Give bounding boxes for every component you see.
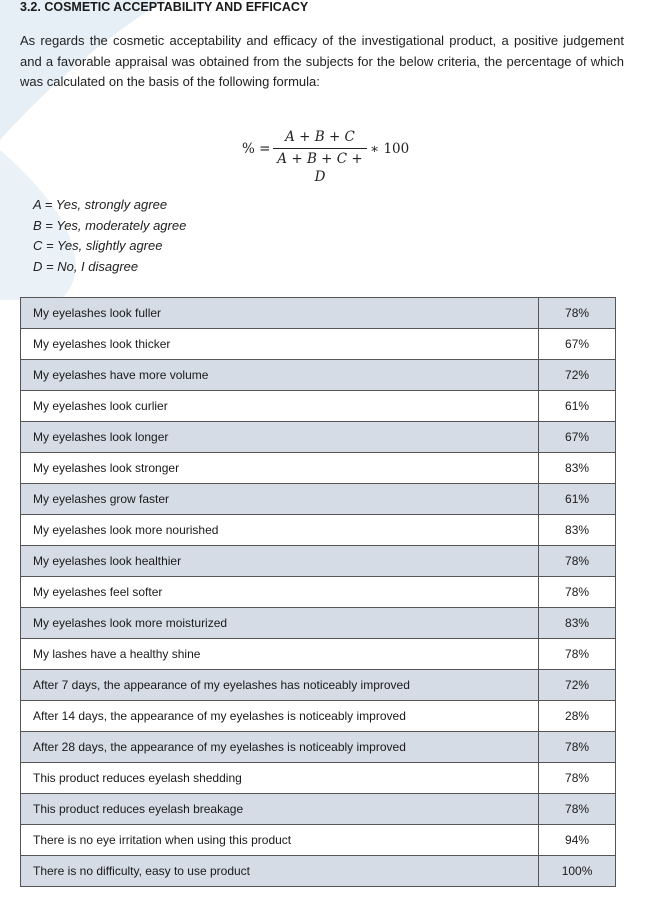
table-row — [21, 825, 616, 856]
table-row — [21, 329, 616, 360]
criteria-table — [20, 297, 616, 887]
criterion-percentage: 78% — [539, 577, 616, 608]
table-row — [21, 577, 616, 608]
formula-lhs: % = — [242, 141, 271, 157]
intro-paragraph: As regards the cosmetic acceptability and efficacy of the investigational product, a positive judgement and a favorable appraisal was obtained from the subjects for the below criteria, the percentage of which was calculated on the basis of the following formula: — [20, 33, 624, 89]
section-heading: 3.2. COSMETIC ACCEPTABILITY AND EFFICACY — [20, 0, 309, 14]
answer-legend — [33, 195, 186, 278]
formula-multiplier: ∗ 100 — [370, 141, 410, 157]
criterion-label: My eyelashes grow faster — [21, 484, 539, 515]
table-row — [21, 670, 616, 701]
table-row — [21, 515, 616, 546]
criterion-percentage: 61% — [539, 391, 616, 422]
criterion-label: My eyelashes look longer — [21, 422, 539, 453]
table-row — [21, 298, 616, 329]
criterion-label: My eyelashes look healthier — [21, 546, 539, 577]
table-row — [21, 453, 616, 484]
criterion-percentage: 28% — [539, 701, 616, 732]
criterion-percentage: 94% — [539, 825, 616, 856]
criterion-label: After 7 days, the appearance of my eyelashes has noticeably improved — [21, 670, 539, 701]
table-row — [21, 856, 616, 887]
table-row — [21, 608, 616, 639]
table-row — [21, 763, 616, 794]
criterion-label: There is no eye irritation when using this product — [21, 825, 539, 856]
criterion-percentage: 72% — [539, 360, 616, 391]
fraction-bar — [273, 148, 367, 149]
criterion-label: My eyelashes have more volume — [21, 360, 539, 391]
table-row — [21, 360, 616, 391]
criterion-percentage: 78% — [539, 546, 616, 577]
table-row — [21, 794, 616, 825]
criterion-percentage: 78% — [539, 298, 616, 329]
criterion-percentage: 83% — [539, 608, 616, 639]
criterion-label: My eyelashes feel softer — [21, 577, 539, 608]
criterion-label: There is no difficulty, easy to use product — [21, 856, 539, 887]
criterion-label: My eyelashes look curlier — [21, 391, 539, 422]
legend-item: D = No, I disagree — [33, 259, 139, 275]
formula-numerator: A + B + C — [285, 129, 355, 145]
criterion-label: My eyelashes look fuller — [21, 298, 539, 329]
criterion-label: My lashes have a healthy shine — [21, 639, 539, 670]
criterion-percentage: 78% — [539, 639, 616, 670]
criterion-percentage: 67% — [539, 422, 616, 453]
criterion-label: My eyelashes look stronger — [21, 453, 539, 484]
table-row — [21, 546, 616, 577]
criterion-label: My eyelashes look more moisturized — [21, 608, 539, 639]
legend-item: C = Yes, slightly agree — [33, 238, 163, 254]
criterion-percentage: 100% — [539, 856, 616, 887]
criterion-percentage: 67% — [539, 329, 616, 360]
criterion-percentage: 78% — [539, 763, 616, 794]
criterion-label: My eyelashes look more nourished — [21, 515, 539, 546]
table-row — [21, 732, 616, 763]
criterion-percentage: 83% — [539, 453, 616, 484]
table-row — [21, 484, 616, 515]
formula-fraction — [273, 128, 367, 185]
criterion-percentage: 78% — [539, 794, 616, 825]
criterion-percentage: 72% — [539, 670, 616, 701]
legend-item: B = Yes, moderately agree — [33, 217, 187, 233]
table-row — [21, 422, 616, 453]
criterion-label: This product reduces eyelash shedding — [21, 763, 539, 794]
legend-item: A = Yes, strongly agree — [33, 197, 168, 212]
criterion-label: After 28 days, the appearance of my eyelashes is noticeably improved — [21, 732, 539, 763]
table-row — [21, 391, 616, 422]
criterion-percentage: 78% — [539, 732, 616, 763]
table-row — [21, 701, 616, 732]
table-row — [21, 639, 616, 670]
criterion-label: This product reduces eyelash breakage — [21, 794, 539, 825]
criterion-label: My eyelashes look thicker — [21, 329, 539, 360]
criterion-label: After 14 days, the appearance of my eyelashes is noticeably improved — [21, 701, 539, 732]
criterion-percentage: 61% — [539, 484, 616, 515]
criterion-percentage: 83% — [539, 515, 616, 546]
formula-denominator: A + B + C + D — [277, 151, 363, 185]
